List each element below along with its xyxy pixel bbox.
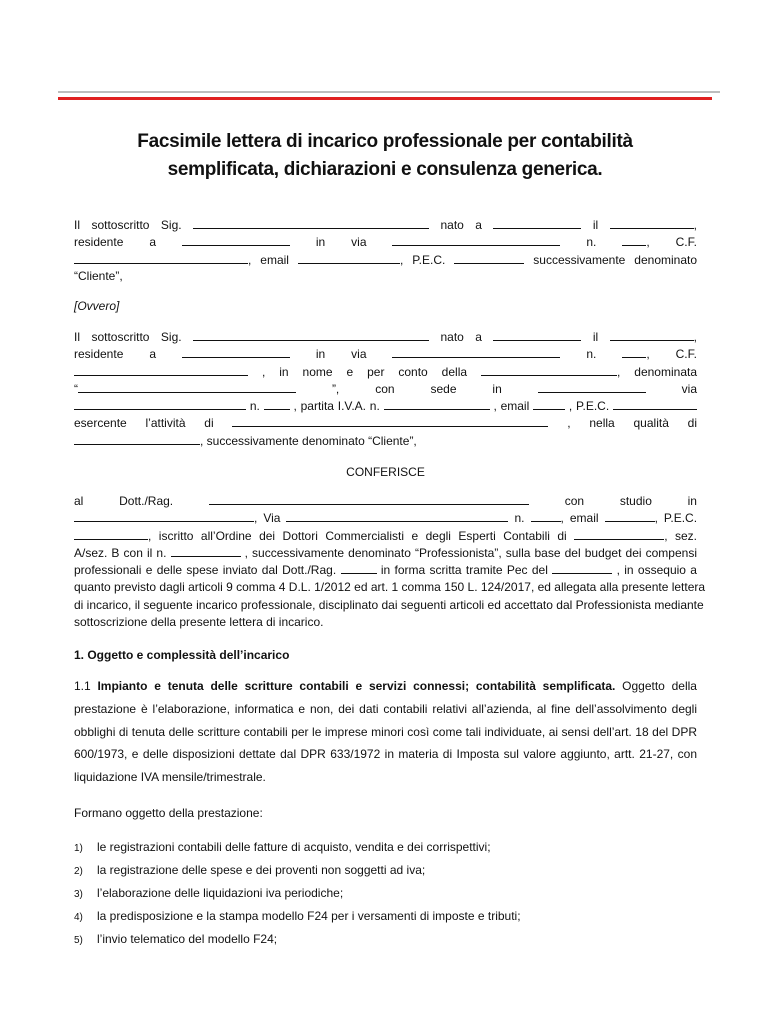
blank-field xyxy=(384,398,490,410)
blank-field xyxy=(74,528,148,540)
client-line-1: Il sottoscritto Sig. nato a il , xyxy=(74,218,697,232)
section-1-paragraph: 1.1 Impianto e tenuta delle scritture contabili e servizi connessi; contabilità semplificata. Oggetto della prestazione è l’elaborazione, informatica e non, dei dati contabili relativi all’azienda, al fine dell’assolvimento degli obblighi di tenuta delle scritture contabili per le imprese minori così come tali individuate, ai sensi dell’art. 18 del DPR 600/1973, e delle disposizioni dettate dal DPR 633/1972 in materia di Imposta sul valore aggiunto, artt. 21-27, con liquidazione IVA mensile/trimestrale. xyxy=(74,679,697,785)
client-block-individual xyxy=(74,217,697,286)
blank-field xyxy=(392,234,560,246)
company-line-7: , successivamente denominato “Cliente”, xyxy=(74,433,697,450)
blank-field xyxy=(78,381,296,393)
blank-field xyxy=(264,398,290,410)
blank-field xyxy=(193,329,429,341)
list-item: 3) l’elaborazione delle liquidazioni iva periodiche; xyxy=(74,886,344,900)
blank-field xyxy=(622,234,646,246)
blank-field xyxy=(392,346,560,358)
company-line-3: , in nome e per conto della , denominata xyxy=(74,364,697,381)
company-line-4: “ ”, con sede in via xyxy=(74,381,697,396)
blank-field xyxy=(232,415,548,427)
list-item: 1) le registrazioni contabili delle fatture di acquisto, vendita e dei corrispettivi; xyxy=(74,840,491,854)
blank-field xyxy=(613,398,697,410)
list-item: 5) l’invio telematico del modello F24; xyxy=(74,932,278,946)
blank-field xyxy=(209,493,529,505)
company-line-1: Il sottoscritto Sig. nato a il , xyxy=(74,330,697,344)
blank-field xyxy=(286,510,508,522)
prof-line-3: , iscritto all’Ordine dei Dottori Commercialisti e degli Esperti Contabili di , sez. xyxy=(74,528,697,545)
conferisce-label: CONFERISCE xyxy=(346,465,425,479)
client-line-4: “Cliente”, xyxy=(74,268,123,283)
blank-field xyxy=(552,562,612,574)
blank-field xyxy=(74,252,248,264)
prof-line-2: , Via n. , email , P.E.C. xyxy=(74,510,697,527)
blank-field xyxy=(610,329,694,341)
blank-field xyxy=(533,398,565,410)
company-line-6: esercente l’attività di , nella qualità di xyxy=(74,416,697,431)
blank-field xyxy=(74,364,248,376)
prestazione-list xyxy=(74,836,697,951)
blank-field xyxy=(622,346,646,358)
client-line-3: , email , P.E.C. successivamente denominato xyxy=(74,252,697,269)
blank-field xyxy=(74,510,254,522)
blank-field xyxy=(574,528,664,540)
blank-field xyxy=(481,364,617,376)
prof-line-1: al Dott./Rag. con studio in xyxy=(74,494,697,508)
list-item: 4) la predisposizione e la stampa modello F24 per i versamenti di imposte e tributi; xyxy=(74,909,521,923)
header-gray-rule xyxy=(58,91,720,93)
prestazione-intro: Formano oggetto della prestazione: xyxy=(74,806,263,820)
blank-field xyxy=(531,510,561,522)
client-block-company xyxy=(74,329,697,450)
prof-line-5: professionali e delle spese inviato dal Dott./Rag. in forma scritta tramite Pec del , in ossequio a xyxy=(74,563,697,578)
blank-field xyxy=(341,562,377,574)
prof-line-8: sottoscrizione della presente lettera di incarico. xyxy=(74,615,324,630)
blank-field xyxy=(74,433,200,445)
blank-field xyxy=(182,234,290,246)
blank-field xyxy=(538,381,646,393)
blank-field xyxy=(171,545,241,557)
section-1-heading: 1. Oggetto e complessità dell’incarico xyxy=(74,648,290,662)
header-red-rule xyxy=(58,97,712,100)
list-item: 2) la registrazione delle spese e dei proventi non soggetti ad iva; xyxy=(74,863,426,877)
blank-field xyxy=(610,217,694,229)
client-line-2: residente a in via n. , C.F. xyxy=(74,235,697,250)
ovvero-label: [Ovvero] xyxy=(74,299,120,313)
blank-field xyxy=(74,398,246,410)
prof-line-4: A/sez. B con il n. , successivamente denominato “Professionista”, sulla base del budget dei compensi xyxy=(74,545,697,560)
blank-field xyxy=(493,329,581,341)
document-title: Facsimile lettera di incarico professionale per contabilità semplificata, dichiarazioni e consulenza generica. xyxy=(137,131,633,180)
blank-field xyxy=(182,346,290,358)
professional-block xyxy=(74,493,706,631)
blank-field xyxy=(493,217,581,229)
blank-field xyxy=(605,510,655,522)
prof-line-7: di incarico, il seguente incarico professionale, disciplinato dai seguenti articoli ed accettato dal Professionista mediante xyxy=(74,597,704,612)
blank-field xyxy=(193,217,429,229)
company-line-2: residente a in via n. , C.F. xyxy=(74,347,697,362)
company-line-5: n. , partita I.V.A. n. , email , P.E.C. xyxy=(74,398,697,415)
blank-field xyxy=(454,252,524,264)
prof-line-6: quanto previsto dagli articoli 9 comma 4 D.L. 1/2012 ed art. 1 comma 150 L. 124/2017, ed allegata alla presente lettera xyxy=(74,580,706,595)
blank-field xyxy=(298,252,400,264)
